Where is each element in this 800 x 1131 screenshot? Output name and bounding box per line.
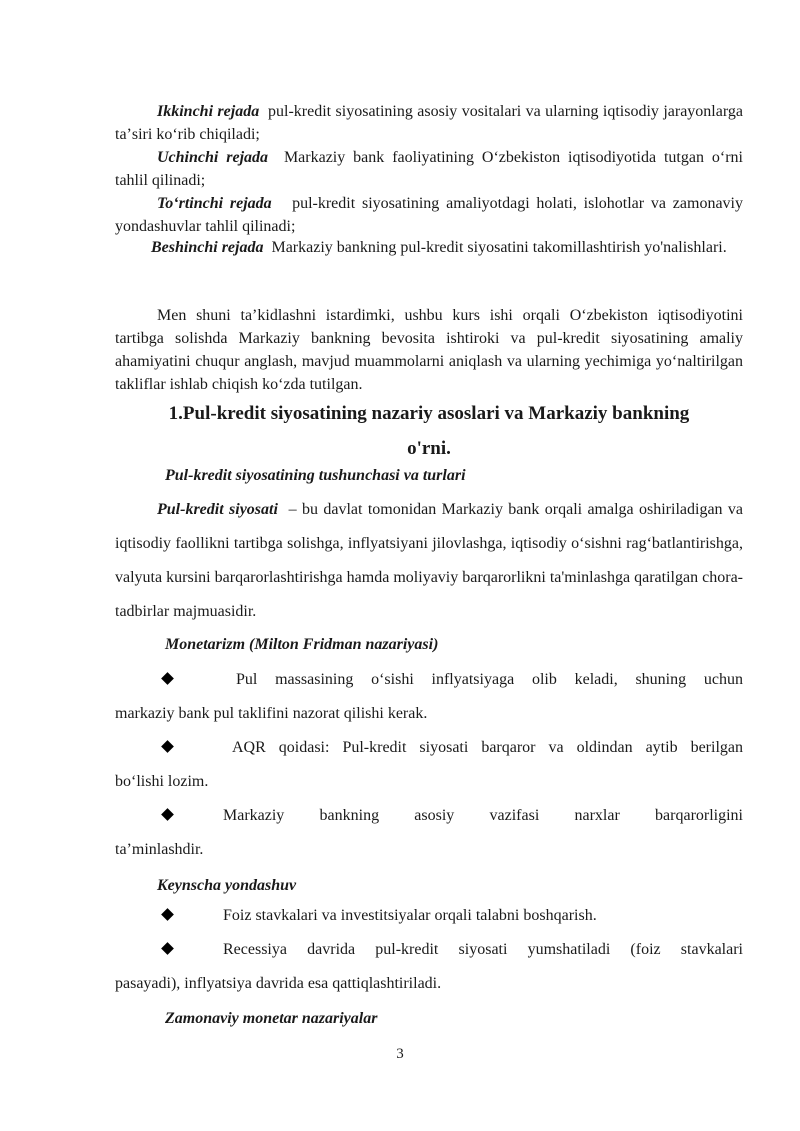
keynes-bullet-1: Foiz stavkalari va investitsiyalar orqali talabni boshqarish. xyxy=(115,899,743,933)
keynes-heading: Keynscha yondashuv xyxy=(157,877,297,894)
section-subheading: Pul-kredit siyosatining tushunchasi va turlari xyxy=(165,467,466,484)
monetarism-heading: Monetarizm (Milton Fridman nazariyasi) xyxy=(165,636,439,653)
plan-label: Uchinchi rejada xyxy=(157,149,269,166)
plan-label: Toʻrtinchi rejada xyxy=(157,195,272,212)
plan-text: Markaziy bank faoliyatining Oʻzbekiston iqtisodiyotida tutgan oʻrni tahlil qilinadi; xyxy=(115,149,744,189)
definition-paragraph xyxy=(115,493,743,629)
plan-paragraph-2 xyxy=(115,100,743,146)
intro-paragraph: Men shuni ta’kidlashni istardimki, ushbu kurs ishi orqali Oʻzbekiston iqtisodiyotini tartibga solishda Markaziy bankning bevosita ishtiroki va pul-kredit siyosatining amaliy ahamiyatini chuqur anglash, mavjud muammolarni aniqlash va ularning yechimiga yoʻnaltirilgan takliflar ishlab chiqish koʻzda tutilgan. xyxy=(115,307,743,393)
definition-text: – bu davlat tomonidan Markaziy bank orqali amalga oshiriladigan va iqtisodiy faollikni tartibga solishga, inflyatsiyani jilovlashga, iqtisodiy oʻsishni ragʻbatlantirishga, valyuta kursini barqarorlashtirishga hamda moliyaviy barqarorlikni ta'minlashga qaratilgan chora-tadbirlar majmuasidir. xyxy=(115,501,744,620)
monetarism-bullet-2: AQR qoidasi: Pul-kredit siyosati barqaror va oldindan aytib berilgan boʻlishi lozim. xyxy=(115,739,743,790)
monetarism-bullet-3: Markaziy bankning asosiy vazifasi narxlar barqarorligini ta’minlashdir. xyxy=(115,807,743,858)
plan-text: Markaziy bankning pul-kredit siyosatini takomillashtirish yo'nalishlari. xyxy=(271,239,727,256)
plan-text: pul-kredit siyosatining amaliyotdagi holati, islohotlar va zamonaviy yondashuvlar tahlil qilinadi; xyxy=(115,195,744,235)
chapter-heading-line2: o'rni. xyxy=(407,438,451,459)
modern-heading: Zamonaviy monetar nazariyalar xyxy=(165,1010,378,1027)
definition-term: Pul-kredit siyosati xyxy=(157,501,278,518)
plan-label: Ikkinchi rejada xyxy=(157,103,260,120)
keynes-bullet-2: Recessiya davrida pul-kredit siyosati yumshatiladi (foiz stavkalari pasayadi), inflyatsiya davrida esa qattiqlashtiriladi. xyxy=(115,941,743,992)
monetarism-bullet-1: Pul massasining oʻsishi inflyatsiyaga olib keladi, shuning uchun markaziy bank pul taklifini nazorat qilishi kerak. xyxy=(115,671,743,722)
plan-text: pul-kredit siyosatining asosiy vositalari va ularning iqtisodiy jarayonlarga taʼsiri koʻrib chiqiladi; xyxy=(115,103,743,143)
chapter-heading-line1: 1.Pul-kredit siyosatining nazariy asoslari va Markaziy bankning xyxy=(168,403,690,424)
plan-paragraph-3 xyxy=(115,146,743,192)
page-number: 3 xyxy=(396,1046,404,1062)
plan-paragraph-5 xyxy=(115,231,743,265)
plan-label: Beshinchi rejada xyxy=(151,239,264,256)
